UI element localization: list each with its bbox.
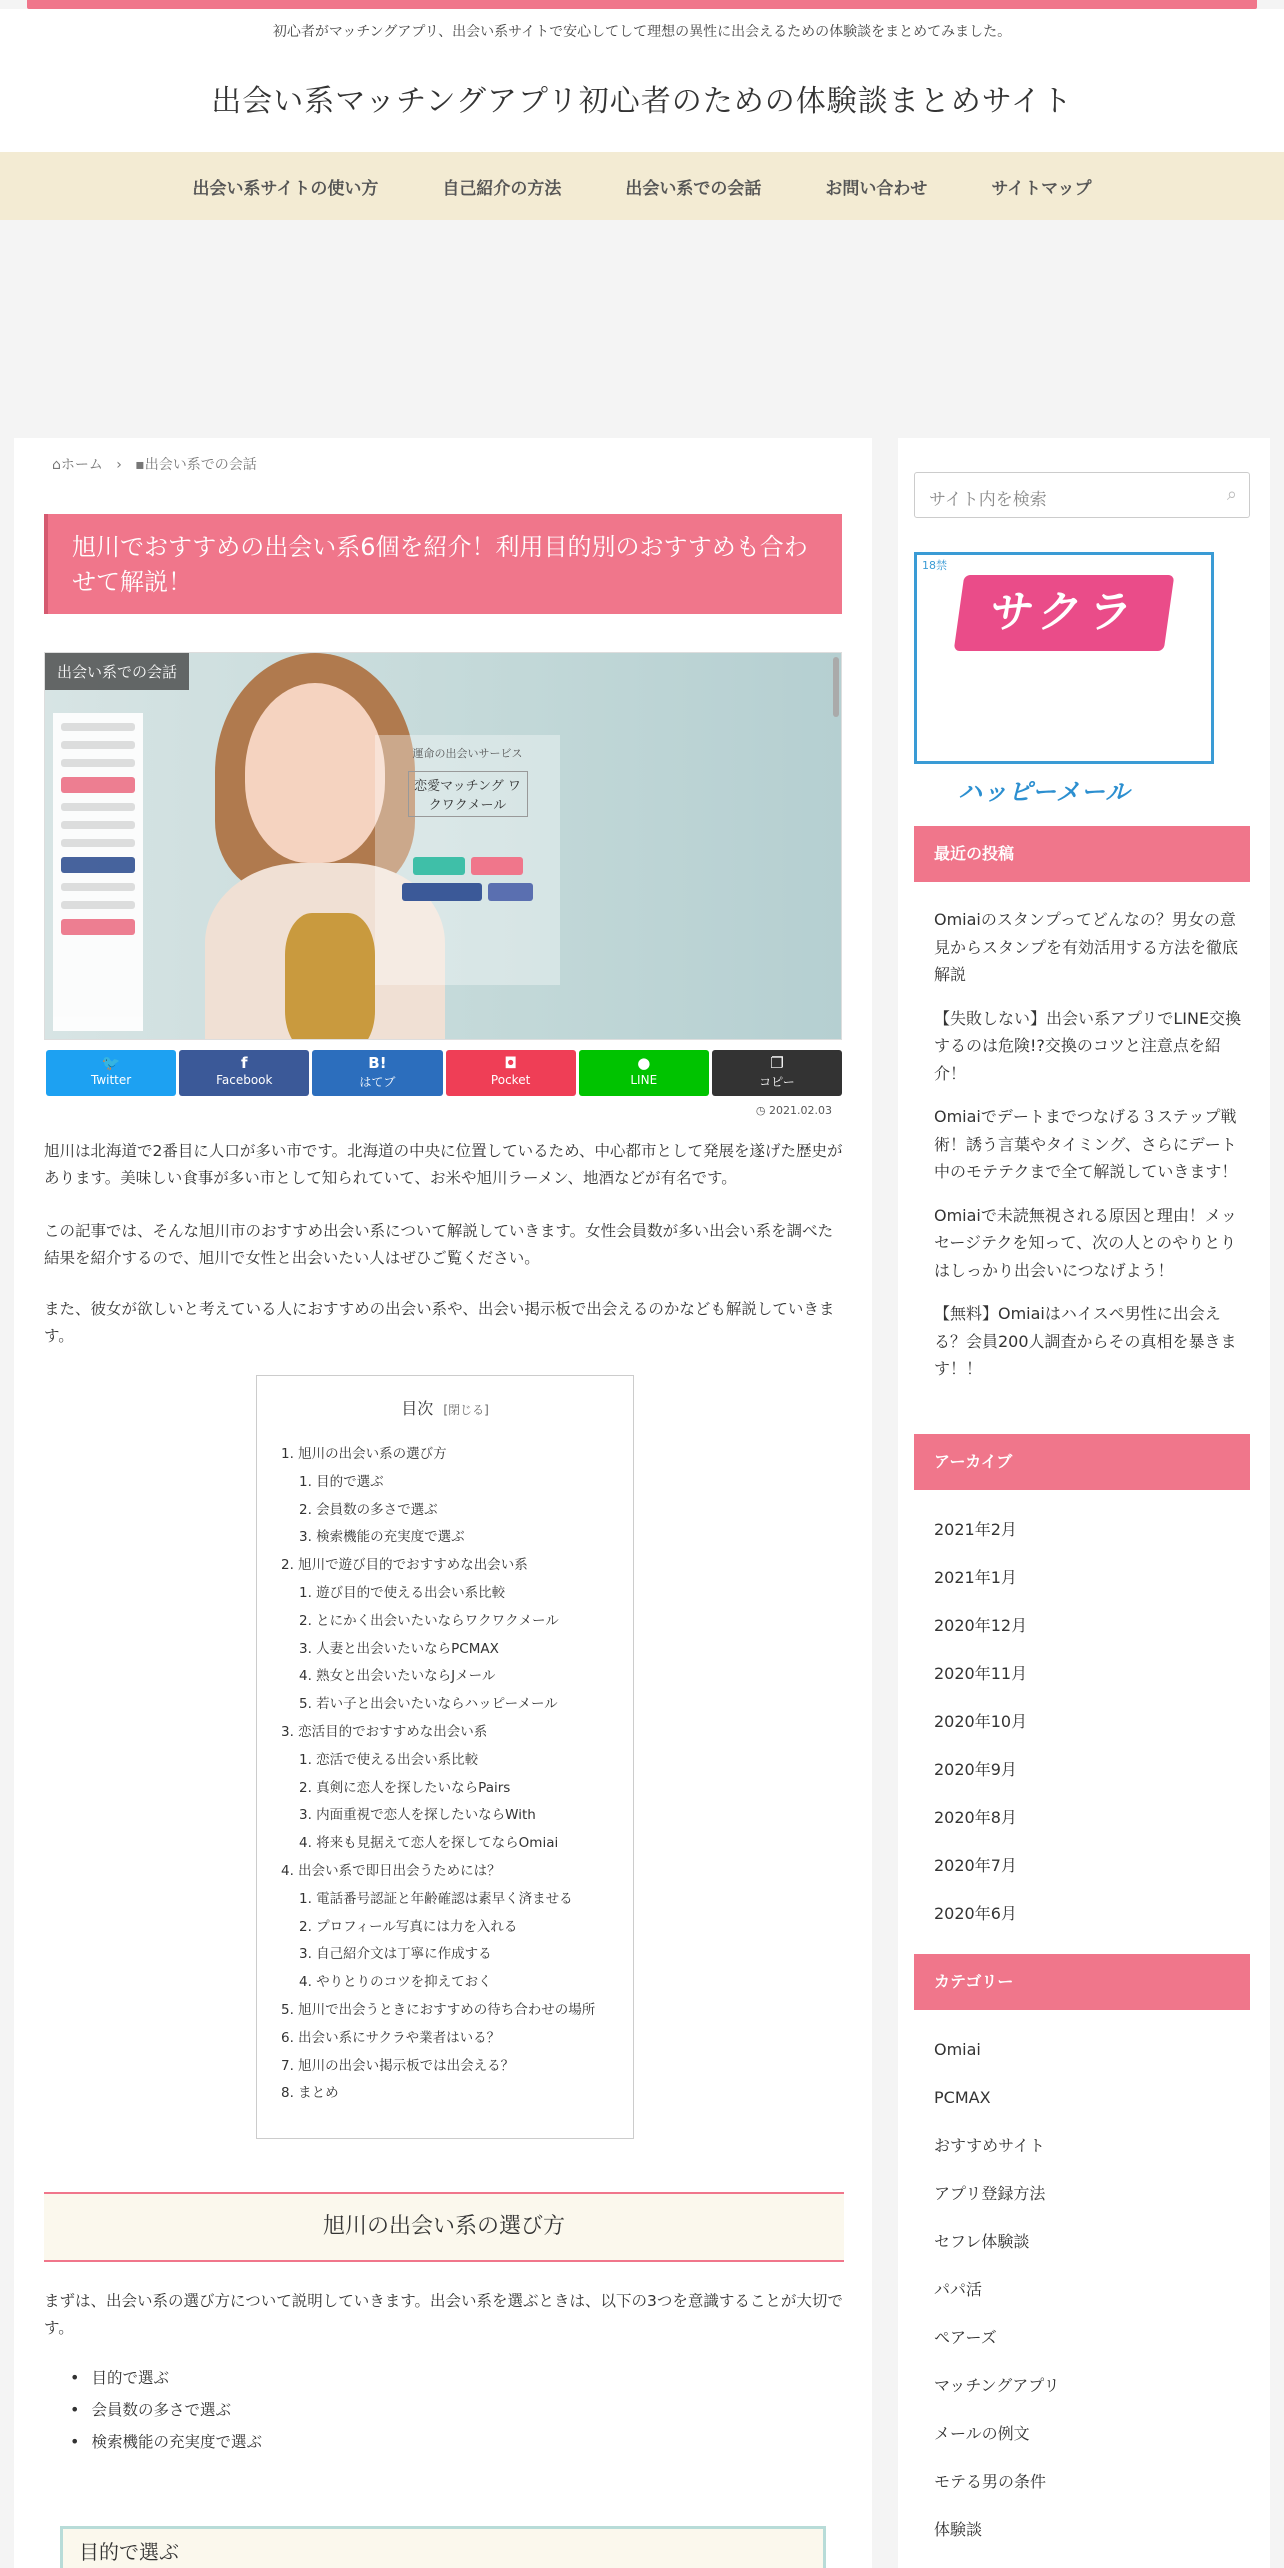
section-paragraph-1: まずは、出会い系の選び方について説明していきます。出会い系を選ぶときは、以下の3つを意識することが大切です。 <box>44 2292 843 2337</box>
toc-item[interactable]: 4. 熟女と出会いたいならJメール <box>299 1668 496 1685</box>
category-link[interactable]: PCMAX <box>934 2088 991 2107</box>
toc-item[interactable]: 2. 会員数の多さで選ぶ <box>299 1501 438 1518</box>
category-link[interactable]: アプリ登録方法 <box>934 2184 1046 2203</box>
category-link[interactable]: セフレ体験談 <box>934 2232 1030 2251</box>
archive-heading: アーカイブ <box>914 1434 1250 1490</box>
archive-link[interactable]: 2021年2月 <box>934 1520 1017 1539</box>
twitter-icon: 🐦 <box>101 1054 121 1072</box>
toc-item[interactable]: 2. 真剣に恋人を探したいならPairs <box>299 1779 511 1796</box>
share-twitter-button[interactable]: 🐦 Twitter <box>46 1050 176 1096</box>
share-copy-button[interactable]: ❐ コピー <box>712 1050 842 1096</box>
nav-item-self-intro[interactable]: 自己紹介の方法 <box>442 178 562 199</box>
site-tagline: 初心者がマッチングアプリ、出会い系サイトで安心してして理想の異性に出会えるための体験談をまとめてみました。 <box>272 24 1012 40</box>
toc-item[interactable]: 3. 検索機能の充実度で選ぶ <box>299 1529 465 1546</box>
top-accent-bar <box>27 0 1257 9</box>
toc-item[interactable]: 4. 出会い系で即日出会うためには？ <box>281 1862 501 1879</box>
archive-link[interactable]: 2020年7月 <box>934 1856 1017 1875</box>
toc-item[interactable]: 5. 旭川で出会うときにおすすめの待ち合わせの場所 <box>281 2001 596 2018</box>
category-link[interactable]: モテる男の条件 <box>934 2472 1047 2491</box>
archive-link[interactable]: 2020年9月 <box>934 1760 1017 1779</box>
list-item: • 検索機能の充実度で選ぶ <box>70 2426 262 2458</box>
ad-title: サクラ <box>954 575 1175 651</box>
recent-posts-list <box>934 906 1244 1399</box>
app-promo-card <box>375 735 560 985</box>
search-icon[interactable]: ⌕ <box>1226 484 1237 505</box>
nav-item-howto[interactable]: 出会い系サイトの使い方 <box>192 178 379 199</box>
category-link[interactable]: Omiai <box>934 2040 981 2059</box>
intro-paragraph-1: 旭川は北海道で2番目に人口が多い市です。北海道の中央に位置しているため、中心都市として発展を遂げた歴史があります。美味しい食事が多い市として知られていて、お米や旭川ラーメン、地酒などが有名です。 <box>44 1142 843 1187</box>
global-nav <box>0 152 1284 220</box>
subsection-heading: 目的で選ぶ <box>60 2526 826 2568</box>
toc-item[interactable]: 3. 自己紹介文は丁寧に作成する <box>299 1946 492 1963</box>
recent-post-link[interactable]: Omiaiでデートまでつなげる３ステップ戦術！誘う言葉やタイミング、さらにデート中のモテテクまで全て解説していきます！ <box>934 1107 1238 1181</box>
toc-item[interactable]: 3. 恋活目的でおすすめな出会い系 <box>281 1723 488 1740</box>
toc-item[interactable]: 2. 旭川で遊び目的でおすすめな出会い系 <box>281 1557 528 1574</box>
bullet-list <box>70 2362 262 2458</box>
share-facebook-button[interactable]: f Facebook <box>179 1050 309 1096</box>
category-link[interactable]: 体験談 <box>934 2520 983 2539</box>
chevron-right-icon: › <box>107 457 131 473</box>
site-title[interactable]: 出会い系マッチングアプリ初心者のための体験談まとめサイト <box>211 84 1073 119</box>
recent-post-link[interactable]: Omiaiで未読無視される原因と理由！メッセージテクを知って、次の人とのやりとりはしっかり出会いにつなげよう！ <box>934 1205 1237 1280</box>
ad-banner[interactable] <box>914 552 1216 806</box>
nav-item-conversation[interactable]: 出会い系での会話 <box>625 178 762 199</box>
home-icon: ⌂ <box>52 457 61 473</box>
hatena-icon: B! <box>368 1054 387 1072</box>
toc-item[interactable]: 1. 電話番号認証と年齢確認は素早く済ませる <box>299 1890 573 1907</box>
nav-item-contact[interactable]: お問い合わせ <box>825 178 928 199</box>
copy-icon: ❐ <box>770 1054 784 1072</box>
article-title: 旭川でおすすめの出会い系6個を紹介！利用目的別のおすすめも合わせて解説！ <box>44 514 842 614</box>
toc-item[interactable]: 4. やりとりのコツを抑えておく <box>299 1974 492 1991</box>
archive-link[interactable]: 2020年11月 <box>934 1664 1028 1683</box>
eyecatch-category-label[interactable]: 出会い系での会話 <box>45 653 189 690</box>
recent-post-link[interactable]: Omiaiのスタンプってどんなの？男女の意見からスタンプを有効活用する方法を徹底解説 <box>934 910 1239 984</box>
category-link[interactable] <box>934 2554 1244 2568</box>
toc-item[interactable]: 4. 将来も見据えて恋人を探してならOmiai <box>299 1835 559 1852</box>
toc-toggle[interactable]: [閉じる] <box>443 1403 489 1417</box>
toc-item[interactable]: 2. とにかく出会いたいならワクワクメール <box>299 1612 559 1629</box>
category-link[interactable]: マッチングアプリ <box>934 2376 1060 2395</box>
clock-icon: ◷ <box>755 1104 770 1117</box>
recent-post-link[interactable]: 【無料】Omiaiはハイスペ男性に出会える？会員200人調査からその真相を暴きます！！ <box>934 1304 1237 1378</box>
share-hatena-button[interactable]: B! はてブ <box>312 1050 442 1096</box>
folder-icon: ▪ <box>135 457 145 473</box>
recent-post-link[interactable]: 【失敗しない】出会い系アプリでLINE交換するのは危険!?交換のコツと注意点を紹介！ <box>934 1008 1242 1083</box>
archive-link[interactable]: 2020年10月 <box>934 1712 1028 1731</box>
ad-brand-logo: ハッピーメール <box>958 778 1131 806</box>
share-line-button[interactable]: ● LINE <box>579 1050 709 1096</box>
toc-item[interactable]: 3. 人妻と出会いたいならPCMAX <box>299 1640 499 1657</box>
r18-label: 18禁 <box>922 559 947 572</box>
toc-item[interactable]: 1. 遊び目的で使える出会い系比較 <box>299 1584 506 1601</box>
archive-link[interactable]: 2020年12月 <box>934 1616 1028 1635</box>
breadcrumb-home[interactable]: ホーム <box>60 457 103 473</box>
toc-list <box>257 1441 633 2108</box>
intro-paragraph-2: この記事では、そんな旭川市のおすすめ出会い系について解説していきます。女性会員数が多い出会い系を調べた結果を紹介するので、旭川で女性と出会いたい人はぜひご覧ください。 <box>44 1222 834 1267</box>
promo-card-caption: 運命の出会いサービス <box>412 747 523 760</box>
screenshot-side-panel <box>53 713 143 1031</box>
category-link[interactable]: パパ活 <box>934 2280 983 2299</box>
category-heading: カテゴリー <box>914 1954 1250 2010</box>
section-heading: 旭川の出会い系の選び方 <box>44 2192 844 2262</box>
toc-item[interactable]: 8. まとめ <box>281 2085 339 2102</box>
list-item: • 目的で選ぶ <box>70 2362 262 2394</box>
recent-posts-heading: 最近の投稿 <box>914 826 1250 882</box>
ad-image[interactable] <box>914 552 1214 764</box>
toc-item[interactable]: 1. 恋活で使える出会い系比較 <box>299 1751 479 1768</box>
main-content <box>14 438 872 2568</box>
toc-item[interactable]: 3. 内面重視で恋人を探したいならWith <box>299 1807 536 1824</box>
toc-item[interactable]: 7. 旭川の出会い掲示板では出会える？ <box>281 2057 515 2074</box>
share-pocket-button[interactable]: ◘ Pocket <box>446 1050 576 1096</box>
eyecatch-image <box>44 652 842 1040</box>
category-list <box>934 2026 1244 2568</box>
intro-paragraph-3: また、彼女が欲しいと考えている人におすすめの出会い系や、出会い掲示板で出会えるのかなども解説していきます。 <box>44 1300 835 1345</box>
nav-item-sitemap[interactable]: サイトマップ <box>991 178 1092 199</box>
toc-item[interactable]: 6. 出会い系にサクラや業者はいる？ <box>281 2029 501 2046</box>
site-header <box>0 9 1284 152</box>
archive-link[interactable]: 2020年6月 <box>934 1904 1017 1923</box>
category-link[interactable]: おすすめサイト <box>934 2136 1046 2155</box>
archive-link[interactable]: 2021年1月 <box>934 1568 1017 1587</box>
facebook-icon: f <box>240 1054 248 1072</box>
sidebar <box>898 438 1270 2568</box>
share-buttons <box>46 1050 842 1096</box>
category-link[interactable]: ペアーズ <box>934 2328 997 2347</box>
search-input[interactable]: サイト内を検索 ⌕ <box>914 472 1250 518</box>
toc-title: 目次 [閉じる] <box>401 1399 489 1418</box>
promo-card-name: 恋愛マッチング ワクワクメール <box>408 771 528 817</box>
scrollbar[interactable] <box>833 657 839 717</box>
breadcrumb-category[interactable]: 出会い系での会話 <box>144 457 257 473</box>
table-of-contents <box>256 1375 634 2139</box>
breadcrumb <box>52 454 257 474</box>
list-item: • 会員数の多さで選ぶ <box>70 2394 262 2426</box>
archive-link[interactable]: 2020年8月 <box>934 1808 1017 1827</box>
post-date: ◷ 2021.02.03 <box>755 1104 832 1117</box>
toc-item[interactable]: 1. 目的で選ぶ <box>299 1473 384 1490</box>
archive-list <box>934 1506 1244 1938</box>
pocket-icon: ◘ <box>504 1054 517 1072</box>
toc-item[interactable]: 2. プロフィール写真には力を入れる <box>299 1918 518 1935</box>
toc-item[interactable]: 1. 旭川の出会い系の選び方 <box>281 1446 447 1462</box>
line-icon: ● <box>637 1054 651 1072</box>
toc-item[interactable]: 5. 若い子と出会いたいならハッピーメール <box>299 1696 558 1713</box>
category-link[interactable]: メールの例文 <box>934 2424 1030 2443</box>
